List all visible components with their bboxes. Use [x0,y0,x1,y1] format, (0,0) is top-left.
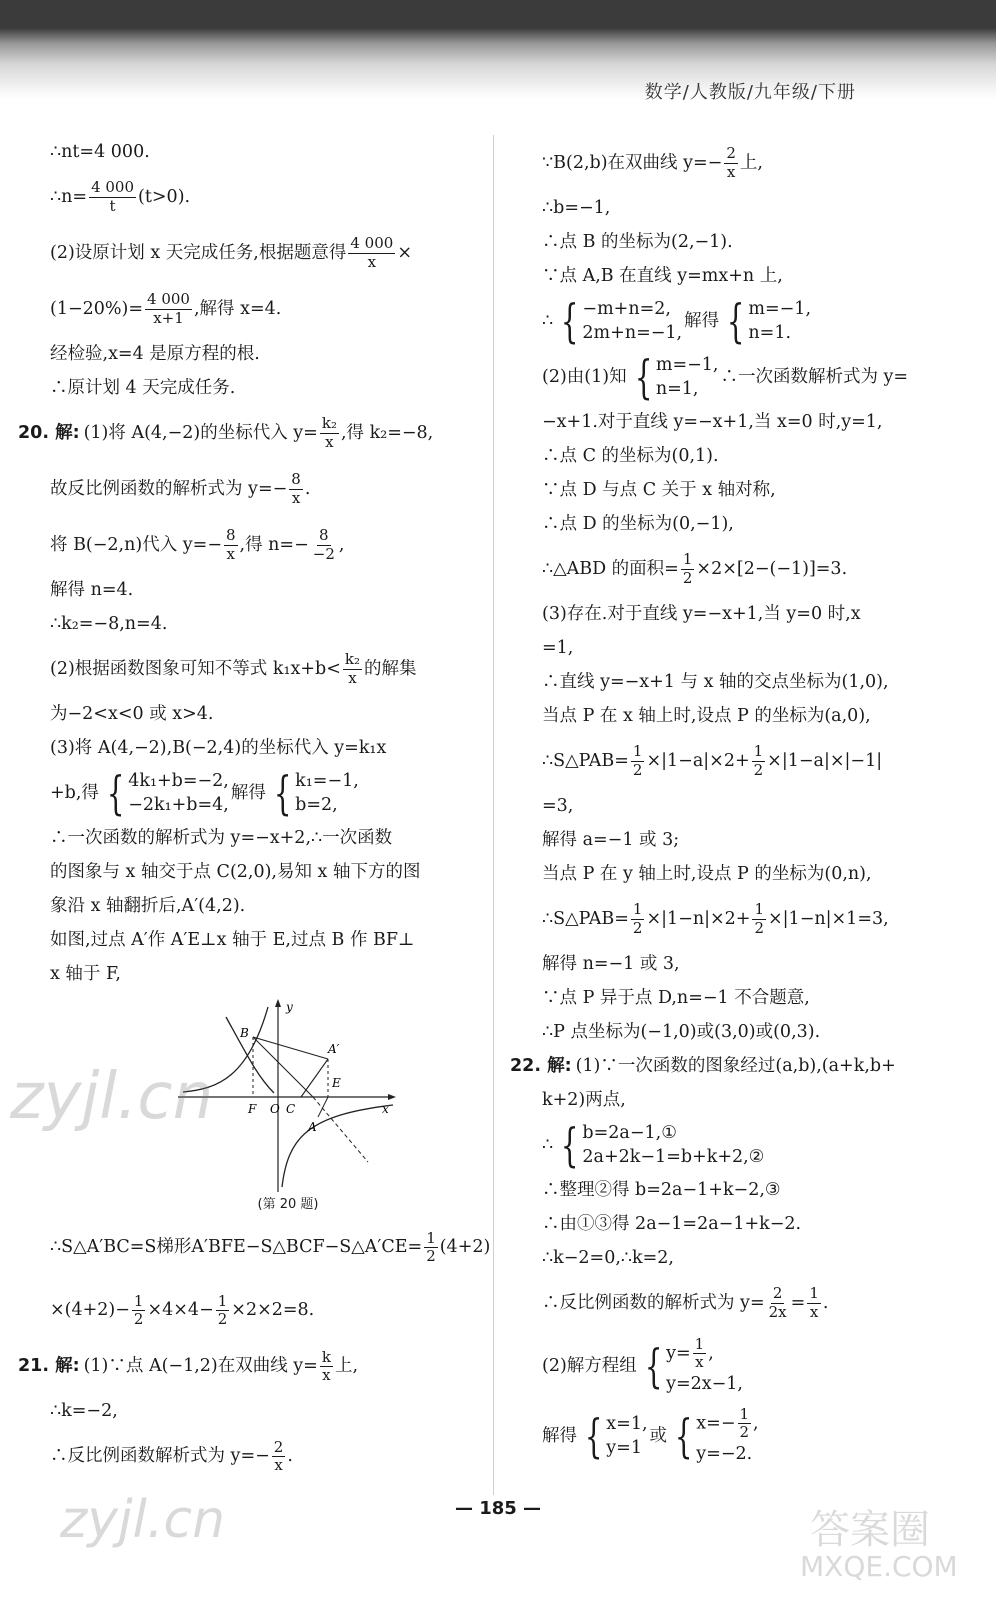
text: ∴点 B 的坐标为(2,−1). [542,231,733,252]
text-line [510,1331,970,1401]
fraction [224,527,238,563]
numerator: 2 [273,1437,284,1456]
denominator: x [291,488,301,507]
text: 的解集 [363,658,417,679]
equation-system [669,1406,759,1466]
text: ∴反比例函数解析式为 y=− [50,1446,270,1467]
text-line [510,1015,970,1049]
equation: y=−2. [696,1443,753,1464]
equation: n=1, [655,379,699,399]
fraction [752,743,766,779]
fraction [724,145,738,181]
text: 上, [334,1356,359,1377]
fraction [767,1285,789,1321]
equation: b=2, [295,795,338,815]
fraction [631,743,645,779]
question-22-line [510,1049,970,1083]
text: 象沿 x 轴翻折后,A′(4,2). [50,895,246,916]
text: 解得 n=4. [50,579,134,600]
text: ∴k−2=0,∴k=2, [542,1247,674,1268]
text-line [510,405,970,439]
line-a-prime-c [301,1059,328,1097]
numerator: 8 [319,526,329,545]
label-y: y [286,1000,293,1014]
text: ∴S△A′BC=S梯形A′BFE−S△BCF−S△A′CE= [50,1237,423,1258]
text: 或 [649,1425,668,1446]
text: ∴由①③得 2a−1=2a−1+k−2. [542,1213,802,1234]
text: = [790,1292,806,1313]
equation-system [579,1409,648,1463]
text: ∴n= [50,186,88,207]
text: , [338,534,345,555]
text: ∴直线 y=−x+1 与 x 轴的交点坐标为(1,0), [542,671,889,692]
text-line [510,293,970,349]
brace: { [560,294,579,348]
fraction [320,1349,333,1385]
text-line [510,1401,970,1471]
text: ×2×2=8. [231,1300,315,1321]
fraction [311,527,337,563]
denominator: x [367,252,377,271]
text-line [18,337,480,371]
x-axis-arrow [388,1094,396,1100]
text: 上, [739,152,763,173]
text-line [510,439,970,473]
text-line [510,1207,970,1241]
text: . [822,1292,829,1313]
text-line [510,225,970,259]
equation: k₁=−1, [295,770,359,791]
brace: { [726,294,745,348]
numerator: 4 000 [350,234,394,253]
numerator: 1 [632,900,643,919]
line-a [318,1097,328,1117]
brace: { [584,1409,603,1463]
brace: { [644,1339,663,1393]
text: 解得 [230,782,266,803]
text: ∴P 点坐标为(−1,0)或(3,0)或(0,3). [542,1021,821,1042]
right-column [510,135,970,1471]
denominator: x [322,1366,331,1385]
numerator: 1 [739,1405,750,1423]
brace: { [674,1409,693,1463]
y-axis-arrow [275,999,281,1007]
column-divider [493,135,494,1495]
equation-system [555,1118,765,1172]
left-column [18,135,491,1485]
text: (3)将 A(4,−2),B(−2,4)的坐标代入 y=k₁x [50,737,387,758]
equation-system [268,766,359,820]
fraction [693,1336,707,1372]
numerator: 8 [225,526,236,545]
text: ×|1−a|×2+ [646,750,750,771]
label-f: F [248,1102,257,1116]
text-line [510,857,970,891]
numerator: k₂ [344,650,360,669]
text-line [510,1083,970,1117]
denominator: x [226,544,235,563]
line-extension-dashed [313,1097,368,1162]
text-line [510,473,970,507]
text-line [18,1429,480,1485]
equation: 4k₁+b=−2, [128,770,229,791]
denominator: 2 [133,1310,144,1329]
watermark-url: MXQE.COM [800,1550,958,1583]
denominator: x [348,668,357,687]
denominator: 2 [426,1247,436,1266]
equation: 2a+2k−1=b+k+2,② [582,1147,765,1167]
text: ,得 n=− [239,534,309,555]
text-line [18,281,480,337]
text: 为−2<x<0 或 x>4. [50,703,214,724]
text: ∴△ABD 的面积= [542,558,679,579]
text: 故反比例函数的解析式为 y=− [50,478,288,499]
text-line [18,573,480,607]
text-line [510,541,970,597]
numerator: 1 [694,1335,705,1353]
equation: y=2x−1, [666,1373,743,1394]
label-a-prime: A′ [328,1042,340,1056]
equation-system [639,1336,743,1396]
fraction [216,1293,230,1329]
text-line [18,923,480,957]
text: x=− [696,1413,736,1434]
text: −x+1.对于直线 y=−x+1,当 x=0 时,y=1, [542,411,883,432]
equation: −m+n=2, [582,298,671,319]
text-line [18,731,480,765]
text-line [510,631,970,665]
text: 解得 n=−1 或 3, [542,953,680,974]
fraction [752,901,766,937]
numerator: 2 [726,144,736,163]
text: 解得 a=−1 或 3; [542,829,680,850]
hyperbola-branch-upper-left [226,1017,274,1093]
fraction [738,1406,752,1442]
denominator: t [109,196,116,215]
text-line [510,733,970,789]
text: ,得 k₂=−8, [340,422,434,443]
denominator: 2 [632,760,643,779]
numerator: k₂ [321,414,337,433]
text: (2)解方程组 [542,1355,637,1376]
text: (2)由(1)知 [542,366,627,387]
text: ∴点 C 的坐标为(0,1). [542,445,719,466]
text: 当点 P 在 x 轴上时,设点 P 的坐标为(a,0), [542,705,871,726]
label-b: B [240,1026,249,1040]
text: ∴ [542,310,554,331]
text: 解得 [542,1425,577,1446]
watermark-logo: 答案圈 [810,1507,930,1553]
text-line [510,1241,970,1275]
text: x 轴于 F, [50,963,121,984]
text: . [304,478,311,499]
text: ∴点 D 的坐标为(0,−1), [542,513,734,534]
fraction [289,471,303,507]
denominator: 2 [754,918,764,937]
text: ∵B(2,b)在双曲线 y=− [542,152,723,173]
equation: m=−1, [748,298,812,319]
numerator: 1 [133,1291,144,1310]
watermark-text: zyjl.cn [60,1490,226,1550]
text-line [510,191,970,225]
denominator: x [274,1456,283,1475]
text: ∴b=−1, [542,197,611,218]
denominator: x [695,1353,704,1372]
denominator: −2 [312,544,335,563]
equation: m=−1, [655,354,719,375]
denominator: x [809,1302,819,1321]
numerator: k [321,1347,331,1366]
text: (4+2) [439,1237,491,1258]
denominator: 2 [682,568,693,587]
text-line [510,1117,970,1173]
text: k+2)两点, [542,1089,626,1110]
text-line [18,1395,480,1429]
text-line [18,641,480,697]
text: ∴整理②得 b=2a−1+k−2,③ [542,1179,781,1200]
question-number: 22. 解: [510,1055,572,1076]
text-line [510,135,970,191]
text: 如图,过点 A′作 A′E⊥x 轴于 E,过点 B 作 BF⊥ [50,929,415,950]
text: 经检验,x=4 是原方程的根. [50,343,260,364]
text: ,解得 x=4. [193,298,282,319]
text-line [18,517,480,573]
text: ∵点 D 与点 C 关于 x 轴对称, [542,479,776,500]
fraction [807,1285,821,1321]
label-o: O [270,1102,280,1116]
denominator: 2 [739,1423,750,1442]
text: . [287,1446,293,1467]
equation: y=1 [606,1438,642,1458]
text-line [18,889,480,923]
brace: { [273,766,292,820]
text: ×(4+2)− [50,1300,130,1321]
denominator: x [726,162,736,181]
text: ∴一次函数解析式为 y= [720,366,909,387]
fraction [320,415,339,451]
fraction [89,179,136,215]
denominator: 2 [632,918,643,937]
numerator: 1 [426,1228,436,1247]
text: (1)将 A(4,−2)的坐标代入 y= [83,422,318,443]
figure-caption: (第 20 题) [257,1197,319,1212]
text-line [510,349,970,405]
text-line [18,765,480,821]
text: ∴原计划 4 天完成任务. [50,377,236,398]
numerator: 1 [682,550,693,569]
text-line [510,597,970,631]
fraction [343,651,362,687]
brace: { [634,350,653,404]
text-line [510,665,970,699]
equation [666,1336,743,1372]
question-21-line [18,1339,480,1395]
label-x: x [382,1102,389,1116]
fraction [348,235,395,271]
watermark-text: zyjl.cn [10,1060,214,1134]
text-line [18,1283,480,1339]
denominator: x+1 [153,308,184,327]
numerator: 1 [217,1291,228,1310]
text: ×2×[2−(−1)]=3. [696,558,848,579]
text: ∴nt=4 000. [50,141,150,162]
text: y= [666,1343,691,1364]
equation-system [101,766,229,820]
text: 将 B(−2,n)代入 y=− [50,534,222,555]
denominator: 2 [753,760,764,779]
text: ×4×4− [147,1300,214,1321]
fraction [145,291,192,327]
page-number: — 185 — [454,1498,542,1519]
hyperbola-branch-lower-right [282,1105,393,1187]
text-line [510,1173,970,1207]
text: (2)根据函数图象可知不等式 k₁x+b< [50,658,341,679]
text-line [18,225,480,281]
denominator: x [325,432,334,451]
equation: b=2a−1,① [582,1122,677,1143]
text-line [510,1275,970,1331]
text-line [510,789,970,823]
text-line [18,607,480,641]
text: (1−20%)= [50,298,144,319]
text: 的图象与 x 轴交于点 C(2,0),易知 x 轴下方的图 [50,861,421,882]
brace: { [106,766,125,820]
text: =1, [542,637,574,658]
equation-system [629,350,719,404]
equation-system [721,294,812,348]
text-line [18,855,480,889]
label-a: A [308,1120,317,1134]
text: ∴k=−2, [50,1401,118,1422]
fraction [424,1230,438,1266]
text-line [510,699,970,733]
denominator: 2x [768,1302,787,1321]
numerator: 1 [632,742,643,761]
text-line [510,259,970,293]
text: 当点 P 在 y 轴上时,设点 P 的坐标为(0,n), [542,863,872,884]
label-e: E [332,1076,341,1090]
text: (1)∵点 A(−1,2)在双曲线 y= [83,1356,318,1377]
text-line [510,891,970,947]
equation [696,1406,758,1442]
text-line [510,823,970,857]
text-line [18,169,480,225]
text: (3)存在.对于直线 y=−x+1,当 y=0 时,x [542,603,861,624]
text: , [708,1343,714,1364]
text: =3, [542,795,574,816]
equation: x=1, [606,1413,648,1434]
equation: 2m+n=−1, [582,323,683,343]
text: ∴ [542,1134,554,1155]
text-line [510,507,970,541]
text: ∴S△PAB= [542,908,629,929]
brace: { [560,1118,579,1172]
label-c: C [286,1102,296,1116]
question-number: 20. 解: [18,422,80,443]
fraction [681,551,695,587]
text-line [510,947,970,981]
text: ∴k₂=−8,n=4. [50,613,168,634]
denominator: 2 [217,1310,228,1329]
text: (2)设原计划 x 天完成任务,根据题意得 [50,242,347,263]
text: ×|1−n|×1=3, [768,908,889,929]
text-line [18,461,480,517]
text-line [18,957,480,991]
equation: n=1. [748,323,792,343]
question-20-line [18,405,480,461]
text-line [510,981,970,1015]
numerator: 2 [772,1284,783,1303]
text: ×|1−n|×2+ [646,908,751,929]
text-line [18,135,480,169]
text: ∵点 A,B 在直线 y=mx+n 上, [542,265,783,286]
numerator: 4 000 [147,290,190,309]
header-title: 数学/人教版/九年级/下册 [644,82,856,103]
numerator: 4 000 [91,178,135,197]
text: ∴S△PAB= [542,750,629,771]
text: (t>0). [138,186,191,207]
numerator: 1 [809,1284,819,1303]
fraction [272,1439,286,1475]
text-line [18,371,480,405]
text: +b,得 [50,782,99,803]
numerator: 8 [291,470,301,489]
text: × [397,242,412,263]
equation-system [555,294,683,348]
text: ×|1−a|×|−1| [767,750,883,771]
text: ∵点 P 异于点 D,n=−1 不合题意, [542,987,810,1008]
text: (1)∵一次函数的图象经过(a,b),(a+k,b+ [575,1055,896,1076]
fraction [631,901,645,937]
numerator: 1 [753,742,764,761]
numerator: 1 [754,900,764,919]
text: 解得 [684,310,720,331]
text-line [18,821,480,855]
fraction [132,1293,146,1329]
text-line [18,1213,491,1283]
text: ∴反比例函数的解析式为 y= [542,1292,765,1313]
equation: −2k₁+b=4, [128,795,229,815]
text: ∴一次函数的解析式为 y=−x+2,∴一次函数 [50,827,393,848]
text: , [753,1413,759,1434]
question-number: 21. 解: [18,1356,80,1377]
text-line [18,697,480,731]
